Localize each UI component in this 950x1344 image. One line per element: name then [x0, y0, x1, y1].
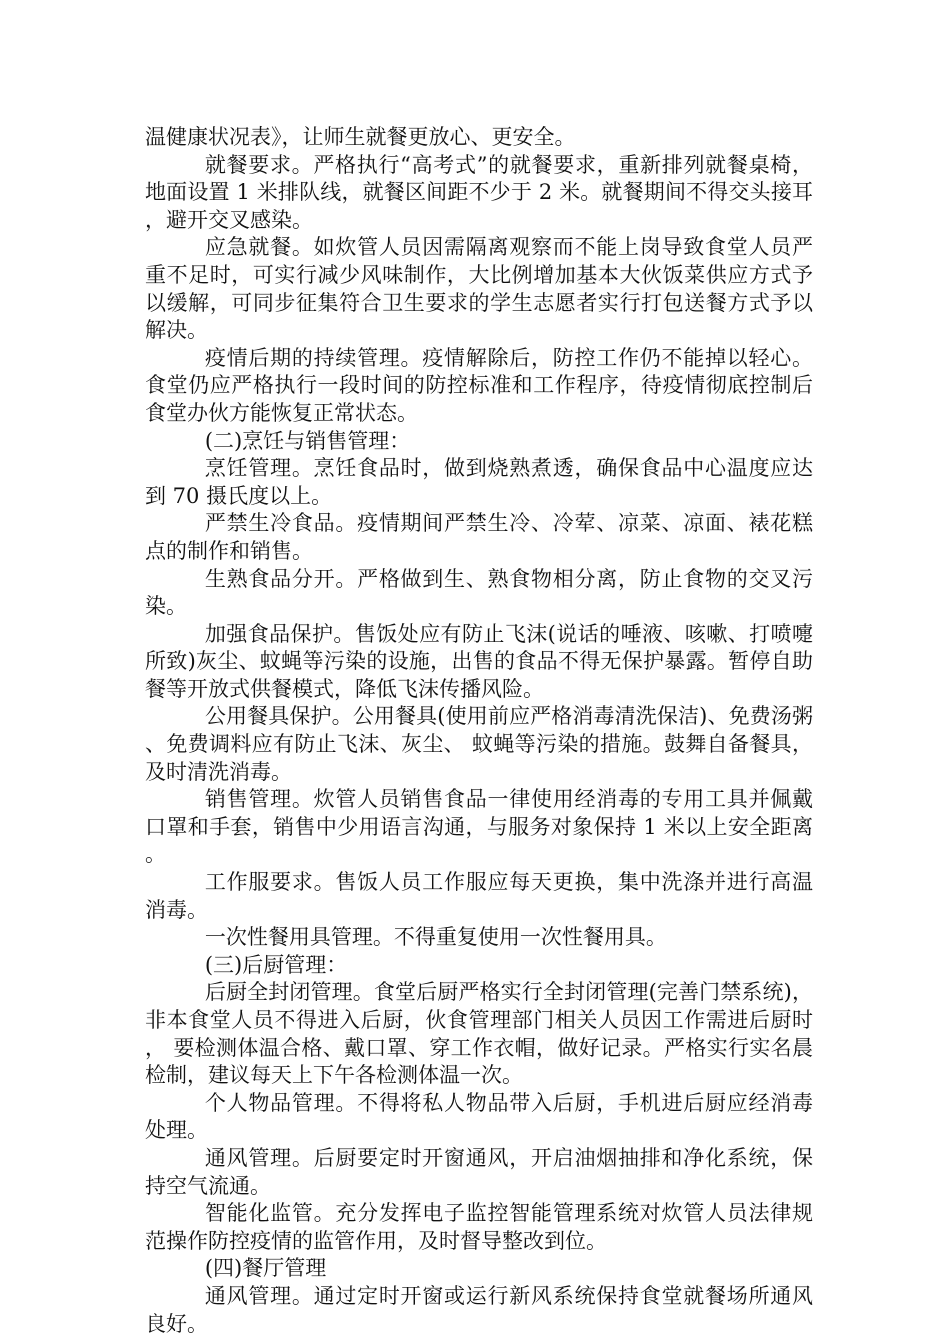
- paragraph-smart-supervision: 智能化监管。充分发挥电子监控智能管理系统对炊管人员法律规范操作防控疫情的监管作用，及时督导整改到位。: [145, 1201, 813, 1253]
- paragraph-continuation: 温健康状况表》，让师生就餐更放心、更安全。: [145, 125, 576, 149]
- paragraph-sales-management: 销售管理。炊管人员销售食品一律使用经消毒的专用工具并佩戴口罩和手套，销售中少用语言沟通，与服务对象保持 1 米以上安全距离。: [145, 787, 813, 867]
- section-heading-dining-hall: (四)餐厅管理: [204, 1256, 327, 1281]
- paragraph-no-cold-food: 严禁生冷食品。疫情期间严禁生冷、冷荤、凉菜、凉面、裱花糕点的制作和销售。: [145, 511, 813, 563]
- paragraph-disposable-tableware: 一次性餐用具管理。不得重复使用一次性餐用具。: [204, 925, 667, 950]
- paragraph-uniform-requirements: 工作服要求。售饭人员工作服应每天更换，集中洗涤并进行高温消毒。: [145, 870, 813, 922]
- paragraph-kitchen-closed-management: 后厨全封闭管理。食堂后厨严格实行全封闭管理(完善门禁系统)，非本食堂人员不得进入后厨，伙食管理部门相关人员因工作需进后厨时， 要检测体温合格、戴口罩、穿工作衣帽，做好记录。严格实行实名晨检制，建议每天上下午各检测体温一次。: [145, 980, 813, 1088]
- paragraph-food-protection: 加强食品保护。售饭处应有防止飞沫(说话的唾液、咳嗽、打喷嚏所致)灰尘、蚊蝇等污染的设施，出售的食品不得无保护暴露。暂停自助餐等开放式供餐模式，降低飞沫传播风险。: [145, 621, 813, 701]
- section-heading-cooking-sales: (二)烹饪与销售管理：: [204, 428, 411, 453]
- document-page: [145, 124, 813, 1338]
- paragraph-post-epidemic-management: 疫情后期的持续管理。疫情解除后，防控工作仍不能掉以轻心。食堂仍应严格执行一段时间的防控标准和工作程序，待疫情彻底控制后食堂办伙方能恢复正常状态。: [145, 345, 813, 425]
- paragraph-personal-items: 个人物品管理。不得将私人物品带入后厨，手机进后厨应经消毒处理。: [145, 1090, 813, 1143]
- section-heading-kitchen: (三)后厨管理：: [204, 952, 348, 977]
- paragraph-cooking-management: 烹饪管理。烹饪食品时，做到烧熟煮透，确保食品中心温度应达到 70 摄氏度以上。: [145, 456, 813, 508]
- paragraph-dining-requirements: 就餐要求。严格执行“高考式”的就餐要求，重新排列就餐桌椅，地面设置 1 米排队线，就餐区间距不少于 2 米。就餐期间不得交头接耳，避开交叉感染。: [145, 152, 813, 232]
- paragraph-emergency-dining: 应急就餐。如炊管人员因需隔离观察而不能上岗导致食堂人员严重不足时，可实行减少风味制作，大比例增加基本大伙饭菜供应方式予以缓解，可同步征集符合卫生要求的学生志愿者实行打包送餐方式予以解决。: [145, 235, 813, 343]
- paragraph-kitchen-ventilation: 通风管理。后厨要定时开窗通风，开启油烟抽排和净化系统，保持空气流通。: [145, 1145, 813, 1198]
- paragraph-raw-cooked-separation: 生熟食品分开。严格做到生、熟食物相分离，防止食物的交叉污染。: [145, 566, 813, 619]
- paragraph-public-tableware: 公用餐具保护。公用餐具(使用前应严格消毒清洗保洁)、免费汤粥、免费调料应有防止飞沫、灰尘、 蚊蝇等污染的措施。鼓舞自备餐具，及时清洗消毒。: [145, 704, 813, 784]
- paragraph-hall-ventilation: 通风管理。通过定时开窗或运行新风系统保持食堂就餐场所通风良好。: [145, 1283, 813, 1336]
